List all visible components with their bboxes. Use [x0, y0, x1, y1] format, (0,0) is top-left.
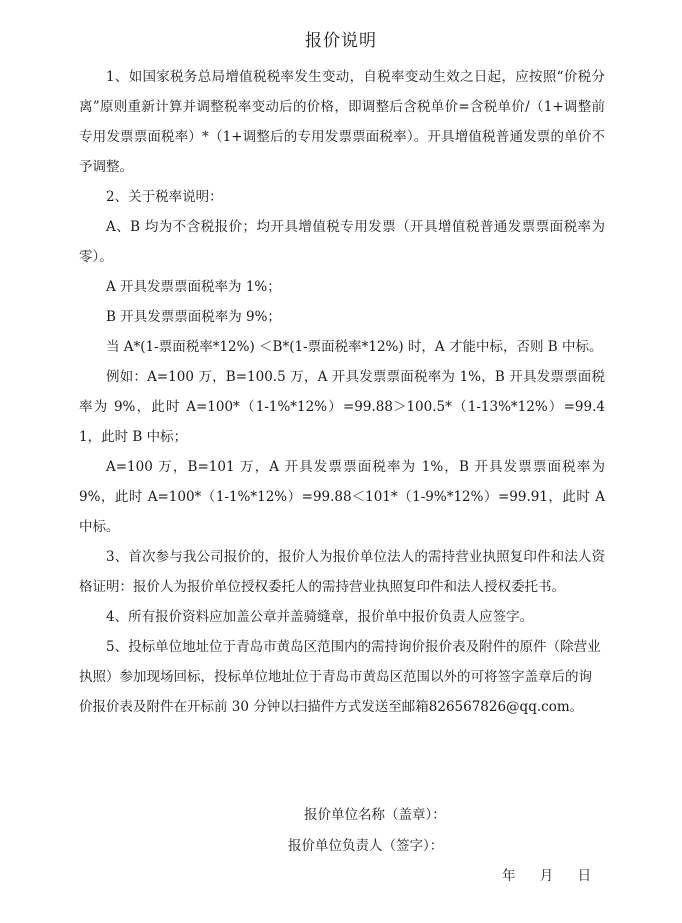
date-label: 年 月 日 — [502, 868, 592, 884]
paragraph-example-2: A=100 万，B=101 万，A 开具发票票面税率为 1%，B 开具发票票面税率为 9%，此时 A=100*（1-1%*12%）=99.88＜101*（1-9%*12%）=99.91，此时 A 中标。 — [79, 459, 605, 535]
company-name-seal-label: 报价单位名称（盖章）： — [304, 807, 446, 823]
document-body — [79, 62, 605, 722]
paragraph-example-1: 例如：A=100 万，B=100.5 万，A 开具发票票面税率为 1%，B 开具发票票面税率为 9%，此时 A=100*（1-1%*12%）=99.88＞100.5*（1-13%*12%）=99.41，此时 B 中标； — [79, 369, 605, 445]
paragraph-winning-condition: 当 A*(1-票面税率*12%) ＜B*(1-票面税率*12%) 时，A 才能中标，否则 B 中标。 — [106, 339, 603, 355]
paragraph-seal-requirements: 4、所有报价资料应加盖公章并盖骑缝章，报价单中报价负责人应签字。 — [106, 609, 534, 625]
paragraph-rate-b: B 开具发票票面税率为 9%； — [106, 309, 281, 325]
paragraph-tax-exclusive-quote: A、B 均为不含税报价；均开具增值税专用发票（开具增值税普通发票票面税率为零）。 — [79, 219, 605, 265]
paragraph-vat-rate-change: 1、如国家税务总局增值税税率发生变动，自税率变动生效之日起，应按照“价税分离”原则重新计算并调整税率变动后的价格，即调整后含税单价=含税单价/（1+调整前专用发票票面税率）*（1+调整后的专用发票票面税率）。开具增值税普通发票的单价不予调整。 — [79, 69, 605, 175]
paragraph-submission-method: 5、投标单位地址位于青岛市黄岛区范围内的需持询价报价表及附件的原件（除营业执照）参加现场回标，投标单位地址位于青岛市黄岛区范围以外的可将签字盖章后的询价报价表及附件在开标前 30 分钟以扫描件方式发送至邮箱826567826@qq.com。 — [79, 639, 601, 715]
paragraph-tax-rate-heading: 2、关于税率说明： — [106, 189, 223, 205]
paragraph-rate-a: A 开具发票票面税率为 1%； — [106, 279, 281, 295]
responsible-signature-label: 报价单位负责人（签字）： — [288, 838, 444, 854]
page-title: 报价说明 — [305, 31, 377, 51]
paragraph-first-time-requirements: 3、首次参与我公司报价的，报价人为报价单位法人的需持营业执照复印件和法人资格证明：报价人为报价单位授权委托人的需持营业执照复印件和法人授权委托书。 — [79, 549, 605, 595]
